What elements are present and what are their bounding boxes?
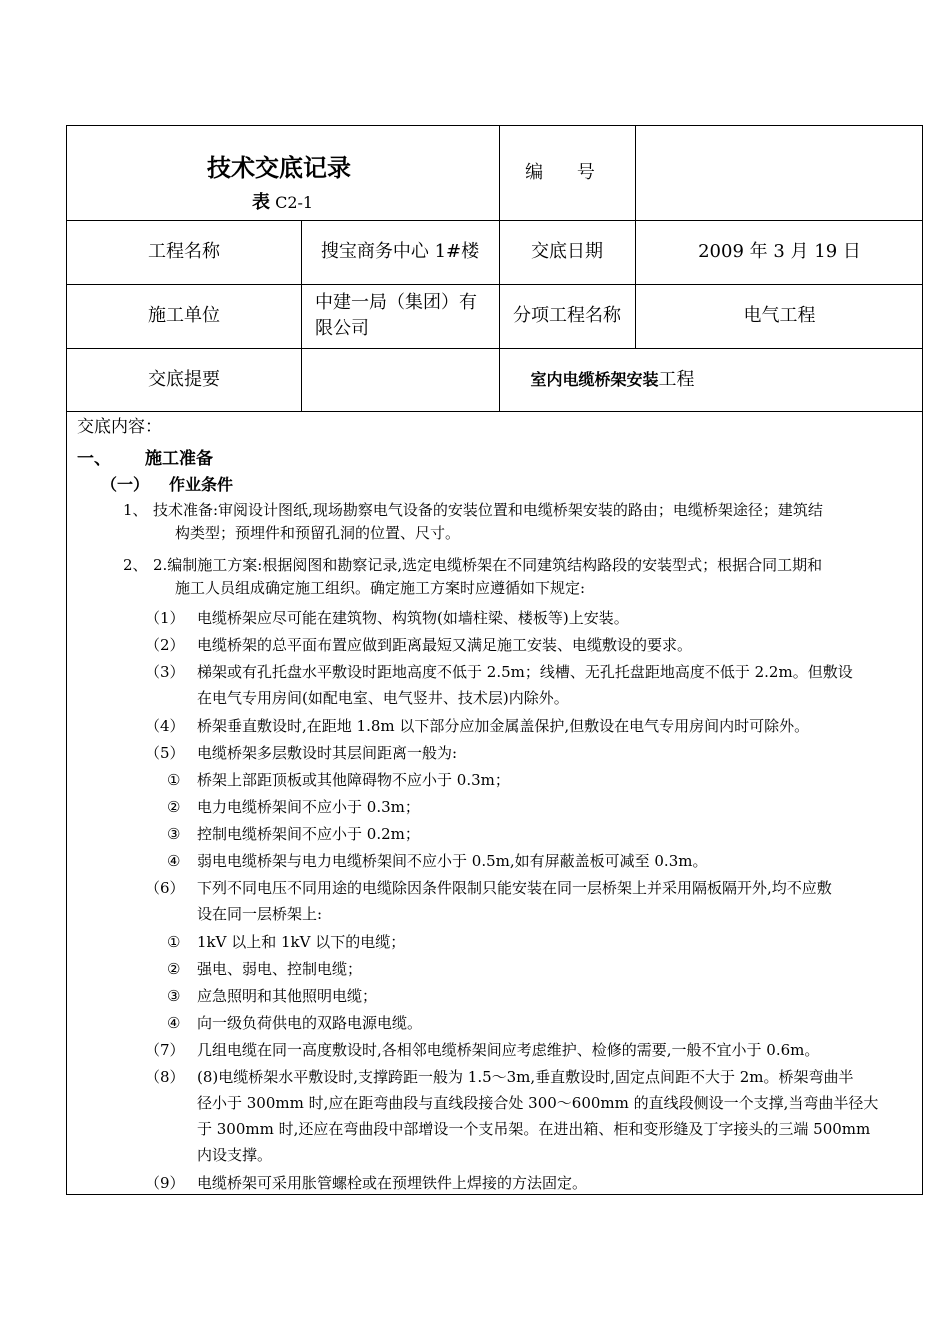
form-code-value: C2-1 [275, 193, 314, 212]
summary-value [301, 348, 924, 411]
rule-number: （4） [145, 717, 185, 735]
unit-value [301, 284, 499, 348]
item-number: 2、 [123, 556, 148, 574]
rule-number: （8） [145, 1068, 185, 1086]
sub-item-text: 控制电缆桥架间不应小于 0.2m； [197, 825, 420, 843]
sub-item-number: ④ [167, 1014, 181, 1032]
summary-value-suffix: 工程 [658, 368, 695, 390]
sub-item-text: 强电、弱电、控制电缆； [197, 960, 363, 978]
sub-item-text: 电力电缆桥架间不应小于 0.3m； [197, 798, 420, 816]
rule-text: 径小于 300mm 时,应在距弯曲段与直线段接合处 300～600mm 的直线段侧设一个支撑,当弯曲半径大 [197, 1094, 879, 1112]
section1-title: 施工准备 [145, 449, 213, 469]
rule-text: 设在同一层桥架上: [197, 905, 323, 923]
sub1-number: （一） [101, 475, 150, 494]
item-text: 施工人员组成确定施工组织。确定施工方案时应遵循如下规定: [175, 579, 586, 597]
number-value [635, 126, 924, 220]
sub-item-text: 向一级负荷供电的双路电源电缆。 [197, 1014, 423, 1032]
grid-line [67, 411, 922, 412]
rule-text: 于 300mm 时,还应在弯曲段中部增设一个支吊架。在进出箱、柜和变形缝及丁字接头的三端 500mm [197, 1120, 871, 1138]
number-label: 编 号 [525, 162, 609, 183]
record-form [66, 125, 923, 1195]
rule-number: （9） [145, 1174, 185, 1192]
sub-item-text: 桥架上部距顶板或其他障碍物不应小于 0.3m； [197, 771, 510, 789]
date-label: 交底日期 [531, 241, 603, 262]
sub-project-value: 电气工程 [743, 305, 816, 326]
unit-value-line2: 限公司 [315, 318, 369, 339]
rule-text: 下列不同电压不同用途的电缆除因条件限制只能安装在同一层桥架上并采用隔板隔开外,均不应敷 [197, 879, 832, 897]
unit-value-line1: 中建一局（集团）有 [315, 292, 477, 313]
rule-text: 在电气专用房间(如配电室、电气竖井、技术层)内除外。 [197, 689, 569, 707]
summary-label: 交底提要 [148, 368, 220, 390]
rule-text: 桥架垂直敷设时,在距地 1.8m 以下部分应加金属盖保护,但敷设在电气专用房间内时可除外。 [197, 717, 810, 735]
sub1-heading [101, 474, 233, 496]
summary-value-bold: 室内电缆桥架安装 [530, 369, 659, 389]
rule-text: 电缆桥架多层敷设时其层间距离一般为: [197, 744, 458, 762]
document-title: 技术交底记录 [207, 153, 351, 182]
form-prefix: 表 [252, 192, 270, 213]
item-text: 构类型；预埋件和预留孔洞的位置、尺寸。 [175, 524, 461, 542]
rule-text: 电缆桥架可采用胀管螺栓或在预埋铁件上焊接的方法固定。 [197, 1174, 588, 1192]
sub-item-number: ② [167, 798, 181, 816]
rule-text: 几组电缆在同一高度敷设时,各相邻电缆桥架间应考虑维护、检修的需要,一般不宜小于 0.6m。 [197, 1041, 820, 1059]
item-number: 1、 [123, 501, 148, 519]
project-name-value: 搜宝商务中心 1#楼 [320, 241, 480, 262]
rule-text: 梯架或有孔托盘水平敷设时距地高度不低于 2.5m；线槽、无孔托盘距地高度不低于 2.2m。但敷设 [197, 663, 853, 681]
rule-number: （2） [145, 636, 185, 654]
sub-item-number: ① [167, 771, 181, 789]
rule-number: （3） [145, 663, 185, 681]
section1-heading [77, 448, 213, 470]
rule-number: （6） [145, 879, 185, 897]
sub-item-text: 弱电电缆桥架与电力电缆桥架间不应小于 0.5m,如有屏蔽盖板可减至 0.3m。 [197, 852, 708, 870]
sub-item-number: ② [167, 960, 181, 978]
date-value: 2009 年 3 月 19 日 [698, 241, 861, 262]
rule-number: （1） [145, 609, 185, 627]
unit-label: 施工单位 [148, 305, 220, 326]
sub-item-text: 应急照明和其他照明电缆； [197, 987, 378, 1005]
sub-project-label: 分项工程名称 [513, 305, 621, 326]
sub-item-number: ① [167, 933, 181, 951]
sub1-title: 作业条件 [169, 475, 234, 494]
sub-item-number: ③ [167, 987, 181, 1005]
sub-item-number: ③ [167, 825, 181, 843]
section1-number: 一、 [77, 449, 111, 469]
rule-text: 电缆桥架应尽可能在建筑物、构筑物(如墙柱梁、楼板等)上安装。 [197, 609, 629, 627]
project-name-label: 工程名称 [148, 241, 220, 262]
rule-text: 内设支撑。 [197, 1146, 273, 1164]
item-text: 2.编制施工方案:根据阅图和勘察记录,选定电缆桥架在不同建筑结构路段的安装型式；根据合同工期和 [153, 556, 823, 574]
item-text: 技术准备:审阅设计图纸,现场勘察电气设备的安装位置和电缆桥架安装的路由；电缆桥架途径；建筑结 [153, 501, 823, 519]
rule-number: （5） [145, 744, 185, 762]
content-intro: 交底内容： [77, 417, 162, 437]
form-code [252, 188, 313, 214]
rule-text: 电缆桥架的总平面布置应做到距离最短又满足施工安装、电缆敷设的要求。 [197, 636, 693, 654]
sub-item-text: 1kV 以上和 1kV 以下的电缆； [197, 933, 406, 951]
sub-item-number: ④ [167, 852, 181, 870]
rule-number: （7） [145, 1041, 185, 1059]
rule-text: (8)电缆桥架水平敷设时,支撑跨距一般为 1.5～3m,垂直敷设时,固定点间距不大于 2m。桥架弯曲半 [197, 1068, 854, 1086]
